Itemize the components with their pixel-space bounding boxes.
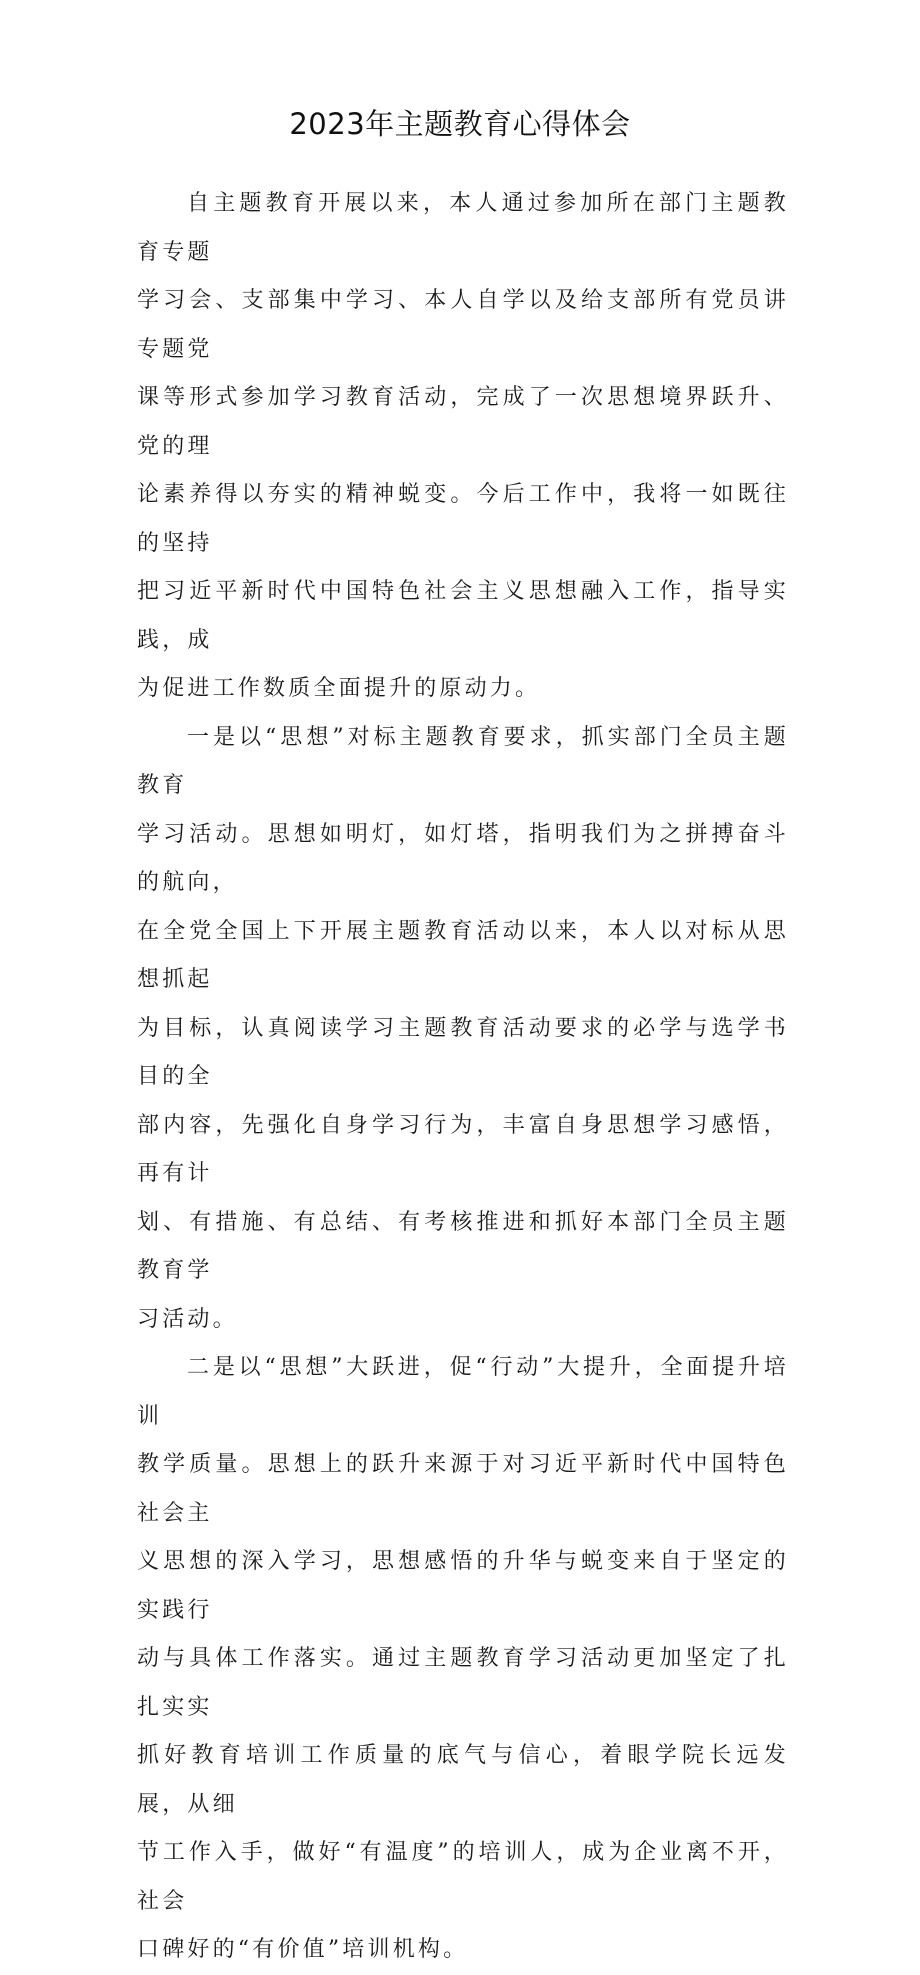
paragraph-intro: 自主题教育开展以来，本人通过参加所在部门主题教育专题 学习会、支部集中学习、本人自学以及给支部所有党员讲专题党 课等形式参加学习教育活动，完成了一次思想境界跃升、党的理 论素养得以夯实的精神蜕变。今后工作中，我将一如既往的坚持 把习近平新时代中国特色社会主义思想融入工作，指导实践，成 为促进工作数质全面提升的原动力。 [137,191,789,701]
document-body [137,180,789,1975]
paragraph-point-two: 二是以“思想”大跃进，促“行动”大提升，全面提升培训 教学质量。思想上的跃升来源于对习近平新时代中国特色社会主 义思想的深入学习，思想感悟的升华与蜕变来自于坚定的实践行 动与具体工作落实。通过主题教育学习活动更加坚定了扎扎实实 抓好教育培训工作质量的底气与信心，着眼学院长远发展，从细 节工作入手，做好“有温度”的培训人，成为企业离不开，社会 口碑好的“有价值”培训机构。 [137,1355,789,1962]
document-title: 2023年主题教育心得体会 [289,107,631,141]
paragraph-point-one: 一是以“思想”对标主题教育要求，抓实部门全员主题教育 学习活动。思想如明灯，如灯塔，指明我们为之拼搏奋斗的航向， 在全党全国上下开展主题教育活动以来，本人以对标从思想抓起 为目标，认真阅读学习主题教育活动要求的必学与选学书目的全 部内容，先强化自身学习行为，丰富自身思想学习感悟，再有计 划、有措施、有总结、有考核推进和抓好本部门全员主题教育学 习活动。 [137,724,789,1332]
